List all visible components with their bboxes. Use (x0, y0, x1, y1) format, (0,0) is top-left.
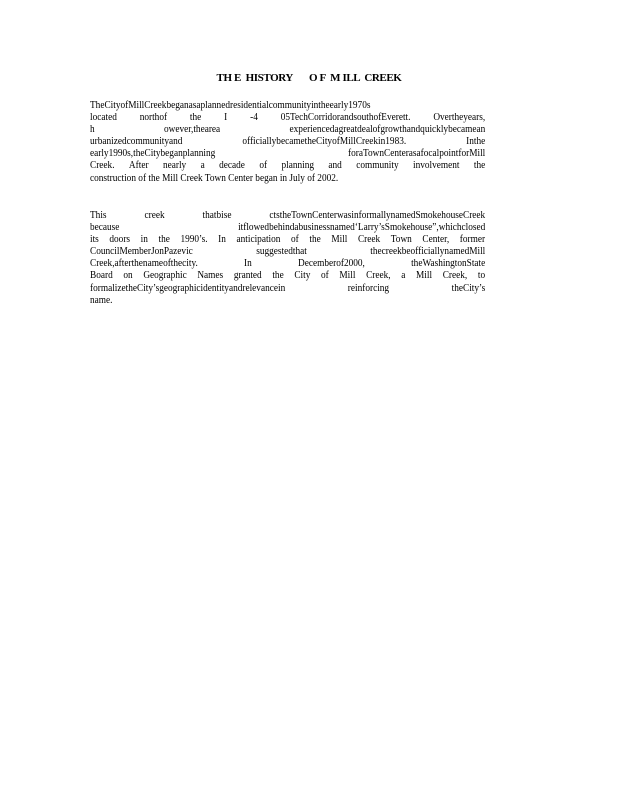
word: TheCityofMillCreekbeganasaplannedresidentialcommunityintheearly1970s (90, 100, 371, 111)
word: Geographic (143, 270, 187, 282)
word: theCity’s (451, 282, 486, 294)
paragraph-line (90, 246, 485, 258)
word: to (477, 270, 486, 282)
paragraph-line (90, 173, 485, 185)
word: of (307, 172, 318, 184)
word: involvement (412, 160, 460, 172)
word: the (189, 112, 202, 124)
word: thatbise (202, 210, 232, 221)
word: Mill (416, 270, 433, 282)
word: in (279, 172, 290, 184)
word: creek (144, 210, 165, 221)
word: the (309, 234, 321, 246)
word: owever,thearea (164, 124, 221, 136)
word: CouncilMemberJonPazevic (90, 246, 193, 258)
paragraph-line (90, 234, 485, 246)
word: thecreekbeofficiallynamedMill (370, 246, 486, 258)
word: experiencedagreatdealofgrowthandquicklybecamean (289, 124, 486, 136)
word: Overtheyears, (433, 112, 486, 124)
word: the (272, 270, 284, 282)
word: ctstheTownCenterwasinformallynamedSmokehouseCreek (269, 210, 486, 221)
word: theWashingtonState (411, 258, 486, 270)
word: planning (281, 160, 315, 172)
word: City (294, 270, 311, 282)
document-title: TH E HISTORY O F M ILL CREEK (216, 72, 402, 84)
word: Center, (422, 234, 450, 246)
word: -4 (250, 112, 258, 124)
word: decade (219, 160, 245, 172)
word: Mill (162, 172, 181, 184)
word: urbanizedcommunityand (90, 136, 183, 148)
word: of (321, 270, 329, 282)
word: the (158, 234, 170, 246)
word: name. (90, 294, 113, 306)
word: In (244, 258, 252, 270)
word: because (90, 222, 120, 234)
word: early1990s,theCitybeganplanning (90, 148, 216, 160)
word: a (401, 270, 406, 282)
word: Names (197, 270, 224, 282)
word: of (138, 172, 149, 184)
word: the (473, 160, 486, 172)
word: Creek,afterthenameofthecity. (90, 258, 198, 270)
word: of (291, 234, 299, 246)
word: Mill (339, 270, 356, 282)
word: Town (390, 234, 412, 246)
word: the (148, 172, 163, 184)
word: its (90, 234, 99, 246)
word: construction (90, 172, 139, 184)
word: 1990’s. (180, 234, 208, 246)
word: nearly (162, 160, 187, 172)
paragraph-1 (90, 100, 515, 185)
word: 2002. (317, 172, 339, 184)
word: a (200, 160, 205, 172)
word: Board (90, 270, 113, 282)
word: in (140, 234, 148, 246)
word: Decemberof2000, (298, 258, 365, 270)
word: I (224, 112, 228, 124)
paragraph-line (90, 295, 485, 307)
word: on (123, 270, 133, 282)
paragraph-line (90, 112, 485, 124)
paragraph-line (90, 136, 485, 148)
paragraph-line (90, 222, 485, 234)
word: Center (228, 172, 256, 184)
word: anticipation (236, 234, 281, 246)
word: reinforcing (347, 282, 390, 294)
paragraph-line (90, 270, 485, 282)
word: 05TechCorridorandsouthofEverett. (280, 112, 411, 124)
word: July (289, 172, 308, 184)
word: formalizetheCity’sgeographicidentityandrelevancein (90, 282, 286, 294)
word: Mill (331, 234, 348, 246)
paragraph-2 (90, 210, 515, 307)
word: former (459, 234, 486, 246)
word: This (90, 210, 107, 221)
word: community (356, 160, 399, 172)
word: Creek, (366, 270, 391, 282)
word: Inthe (466, 136, 486, 148)
word: Town (204, 172, 229, 184)
word: of (259, 160, 268, 172)
paragraph-line (90, 124, 485, 136)
paragraph-line (90, 258, 485, 270)
word: northof (139, 112, 168, 124)
word: Creek (180, 172, 205, 184)
word: doors (109, 234, 131, 246)
word: located (90, 112, 117, 124)
word: In (218, 234, 226, 246)
word: granted (233, 270, 262, 282)
word: h (90, 124, 95, 136)
word: Creek (357, 234, 381, 246)
word: foraTownCenterasafocalpointforMill (347, 148, 486, 160)
word: officiallybecametheCityofMillCreekin1983. (242, 136, 407, 148)
word: After (128, 160, 149, 172)
word: Creek, (442, 270, 468, 282)
word: itflowedbehindabusinessnamed‘Larry’sSmokehouse”,whichclosed (238, 222, 486, 234)
word: suggestedthat (256, 246, 307, 258)
word: and (328, 160, 342, 172)
paragraph-line (90, 160, 485, 172)
word: Creek. (90, 160, 115, 172)
paragraph-line (90, 283, 485, 295)
paragraph-line (90, 100, 485, 112)
word: began (255, 172, 280, 184)
paragraph-line (90, 210, 485, 222)
paragraph-line (90, 148, 485, 160)
